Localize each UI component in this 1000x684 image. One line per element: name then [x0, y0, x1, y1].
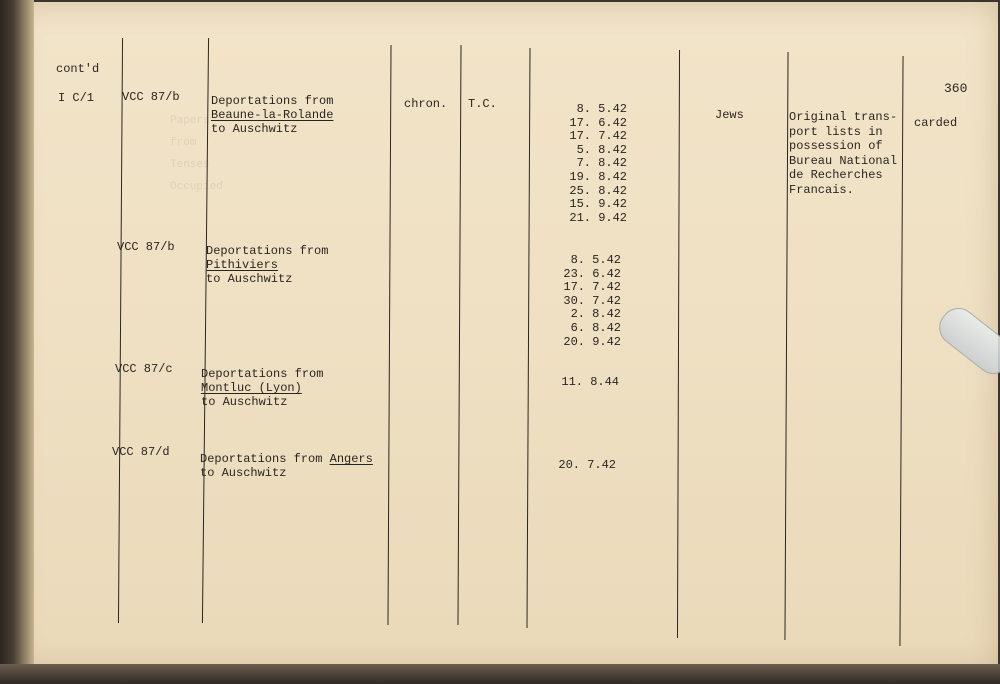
entry-place: Beaune-la-Rolande — [211, 108, 334, 122]
date-item: 17. 7.42 — [563, 280, 621, 295]
date-item: 30. 7.42 — [563, 293, 621, 308]
book-binding — [0, 0, 34, 684]
date-item: 23. 6.42 — [563, 266, 621, 281]
page-bottom-edge — [0, 664, 1000, 684]
entry-title-suffix: to Auschwitz — [211, 122, 298, 136]
date-item: 8. 5.42 — [576, 102, 627, 116]
date-item: 20. 9.42 — [563, 334, 621, 349]
date-item: 17. 6.42 — [569, 115, 627, 130]
entry-code: VCC 87/b — [117, 240, 175, 254]
entry-place: Pithiviers — [206, 258, 279, 272]
entry-title-prefix: Deportations from — [206, 244, 329, 258]
date-item: 17. 7.42 — [569, 129, 627, 144]
contd-label: cont'd — [56, 62, 100, 76]
status-column: carded — [914, 116, 958, 130]
group-column: Jews — [715, 108, 744, 122]
date-item: 25. 8.42 — [569, 183, 627, 198]
medium-column: chron. — [404, 97, 448, 111]
date-item: 7. 8.42 — [576, 156, 627, 171]
entry-code: VCC 87/c — [115, 362, 173, 376]
date-item: 20. 7.42 — [558, 458, 616, 472]
entry-dates — [549, 376, 619, 390]
date-item: 11. 8.44 — [561, 375, 619, 389]
date-item: 21. 9.42 — [569, 210, 627, 225]
entry-code: VCC 87/d — [112, 445, 170, 459]
page-number: 360 — [944, 81, 968, 96]
entry-title-suffix: to Auschwitz — [201, 395, 288, 409]
section-code: I C/1 — [58, 91, 95, 105]
entry-place: Montluc (Lyon) — [201, 381, 302, 395]
date-item: 5. 8.42 — [576, 142, 627, 157]
bleed-through-text: Papers from Tenses Occupied — [170, 115, 223, 193]
entry-title-suffix: to Auschwitz — [200, 466, 287, 480]
date-item: 8. 5.42 — [570, 253, 621, 267]
entry-dates — [551, 254, 621, 349]
entry-dates — [557, 103, 627, 225]
entry-title-prefix: Deportations from — [201, 367, 324, 381]
date-item: 19. 8.42 — [569, 169, 627, 184]
date-item: 6. 8.42 — [570, 320, 621, 335]
entry-title-prefix-line — [200, 452, 373, 466]
type-column: T.C. — [468, 97, 497, 111]
remarks-text: Original trans- port lists in possession of Bureau National de Recherches Francais. — [789, 110, 898, 197]
entry-dates — [546, 459, 616, 473]
date-item: 2. 8.42 — [570, 307, 621, 322]
entry-title-suffix: to Auschwitz — [206, 272, 293, 286]
entry-place: Angers — [329, 452, 373, 466]
entry-title-prefix: Deportations from — [200, 452, 323, 466]
entry-code: VCC 87/b — [122, 90, 180, 104]
entry-title-prefix: Deportations from — [211, 94, 334, 108]
date-item: 15. 9.42 — [569, 197, 627, 212]
